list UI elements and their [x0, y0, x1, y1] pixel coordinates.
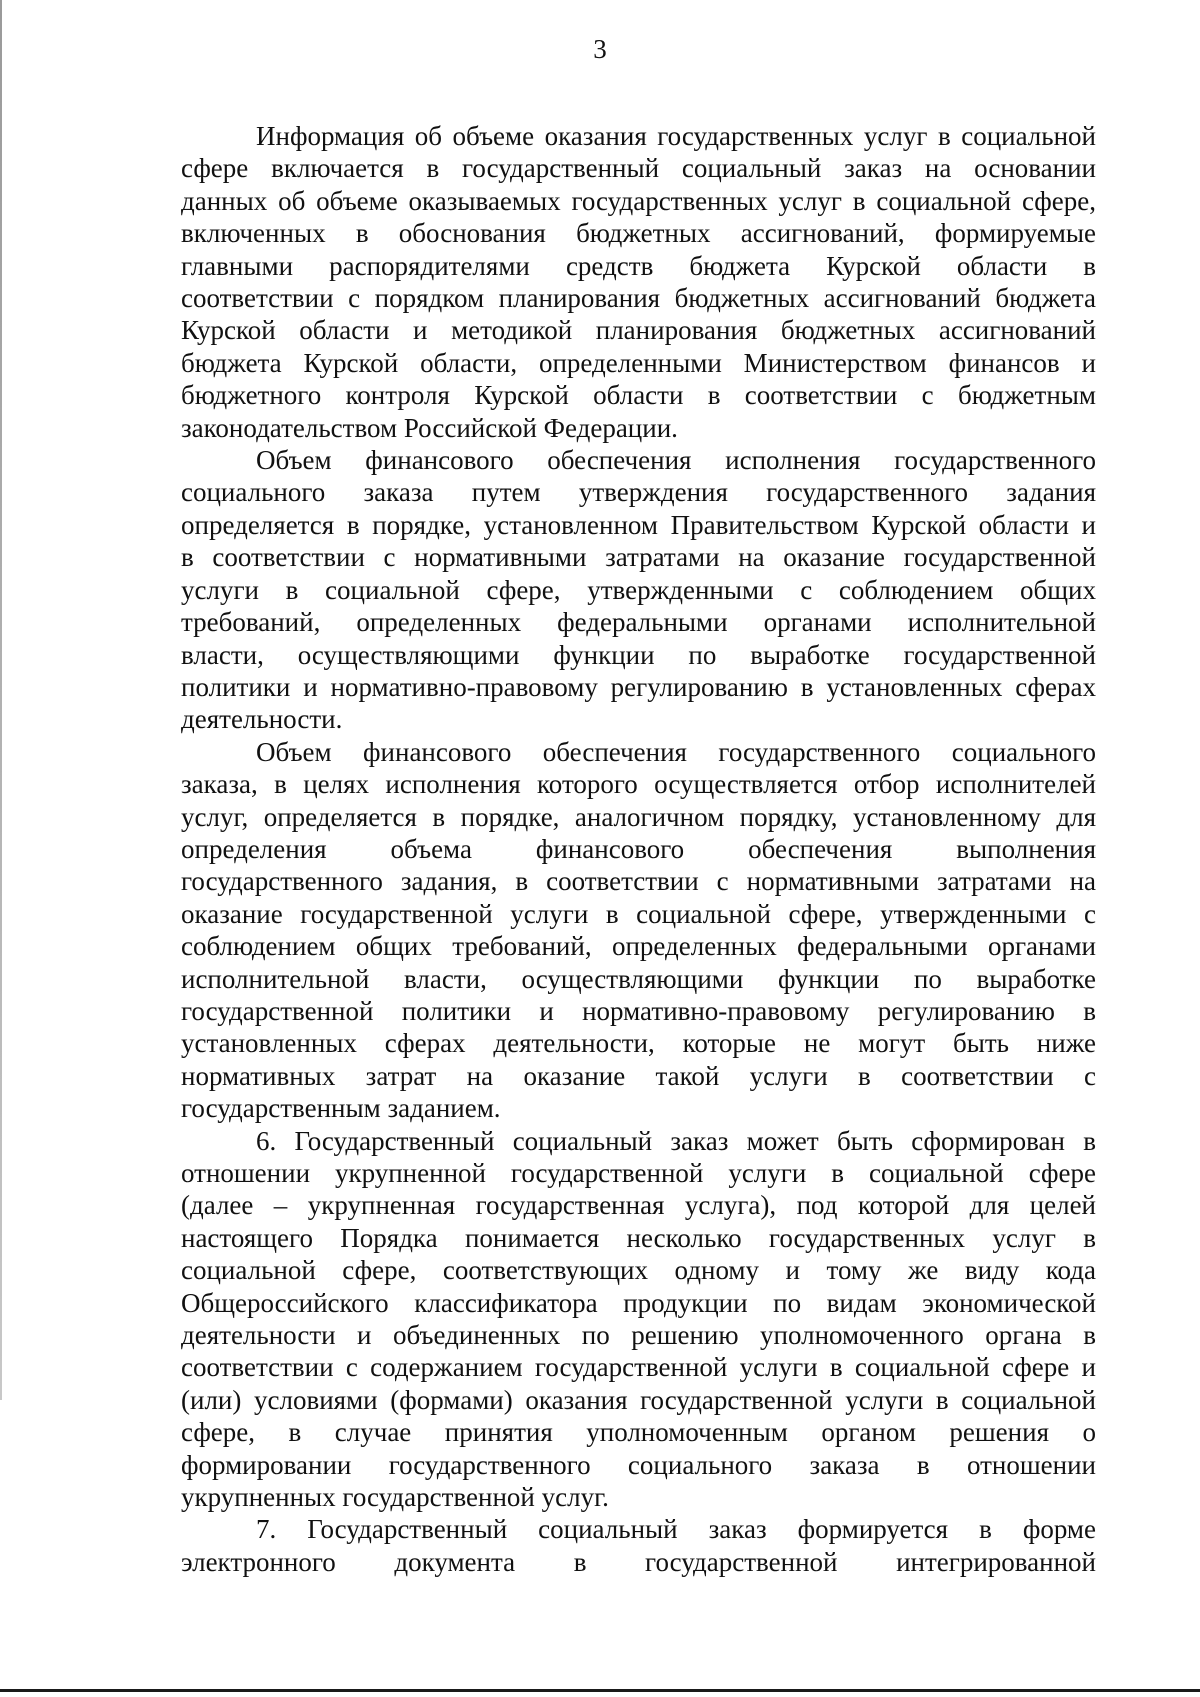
text-line: соответствии с порядком планирования бюджетных ассигнований бюджета — [181, 283, 1096, 314]
text-line: формировании государственного социального заказа в отношении — [181, 1449, 1096, 1480]
text-line: укрупненных государственной услуг. — [181, 1482, 609, 1513]
body-text — [181, 120, 1096, 1578]
text-line: государственным заданием. — [181, 1093, 501, 1124]
text-line: электронного документа в государственной интегрированной — [181, 1546, 1096, 1577]
text-line: (или) условиями (формами) оказания государственной услуги в социальной — [181, 1384, 1096, 1415]
text-line: услуг, определяется в порядке, аналогичном порядку, установленному для — [181, 801, 1096, 832]
text-line: 7. Государственный социальный заказ формируется в форме — [256, 1514, 1096, 1545]
text-line: определяется в порядке, установленном Правительством Курской области и — [181, 509, 1096, 540]
bottom-rule — [0, 1689, 1200, 1692]
text-line: Объем финансового обеспечения государственного социального — [256, 736, 1096, 767]
text-line: (далее – укрупненная государственная услуга), под которой для целей — [181, 1190, 1096, 1221]
text-line: деятельности. — [181, 704, 343, 735]
text-line: власти, осуществляющими функции по выработке государственной — [181, 639, 1096, 670]
text-line: заказа, в целях исполнения которого осуществляется отбор исполнителей — [181, 769, 1096, 800]
paragraph — [181, 444, 1096, 736]
text-line: главными распорядителями средств бюджета Курской области в — [181, 250, 1096, 281]
paragraph — [181, 1513, 1096, 1578]
paragraph — [181, 120, 1096, 444]
text-line: исполнительной власти, осуществляющими функции по выработке — [181, 963, 1096, 994]
text-line: социального заказа путем утверждения государственного задания — [181, 477, 1096, 508]
text-line: государственного задания, в соответствии с нормативными затратами на — [181, 866, 1096, 897]
text-line: 6. Государственный социальный заказ может быть сформирован в — [256, 1125, 1096, 1156]
text-line: социальной сфере, соответствующих одному и тому же виду кода — [181, 1255, 1096, 1286]
text-line: государственной политики и нормативно-правовому регулированию в — [181, 995, 1096, 1026]
text-line: Информация об объеме оказания государственных услуг в социальной — [256, 121, 1096, 151]
text-line: установленных сферах деятельности, которые не могут быть ниже — [181, 1028, 1096, 1059]
text-line: сфере включается в государственный социальный заказ на основании — [181, 153, 1096, 184]
text-line: соблюдением общих требований, определенных федеральными органами — [181, 931, 1096, 962]
page-number: 3 — [593, 34, 607, 64]
paragraph — [181, 736, 1096, 1125]
text-line: политики и нормативно-правовому регулированию в установленных сферах — [181, 671, 1096, 702]
text-line: законодательством Российской Федерации. — [181, 412, 678, 443]
text-line: Общероссийского классификатора продукции по видам экономической — [181, 1287, 1096, 1318]
text-line: нормативных затрат на оказание такой услуги в соответствии с — [181, 1060, 1096, 1091]
text-line: услуги в социальной сфере, утвержденными с соблюдением общих — [181, 574, 1096, 605]
text-line: Объем финансового обеспечения исполнения государственного — [256, 445, 1096, 476]
text-line: бюджета Курской области, определенными Министерством финансов и — [181, 347, 1096, 378]
paragraph — [181, 1125, 1096, 1514]
text-line: Курской области и методикой планирования бюджетных ассигнований — [181, 315, 1096, 346]
text-line: данных об объеме оказываемых государственных услуг в социальной сфере, — [181, 185, 1096, 216]
text-line: сфере, в случае принятия уполномоченным органом решения о — [181, 1417, 1096, 1448]
text-line: бюджетного контроля Курской области в соответствии с бюджетным — [181, 380, 1096, 411]
text-line: в соответствии с нормативными затратами на оказание государственной — [181, 542, 1096, 573]
text-line: требований, определенных федеральными органами исполнительной — [181, 607, 1096, 638]
text-line: оказание государственной услуги в социальной сфере, утвержденными с — [181, 898, 1096, 929]
text-line: настоящего Порядка понимается несколько государственных услуг в — [181, 1222, 1096, 1253]
text-line: отношении укрупненной государственной услуги в социальной сфере — [181, 1158, 1096, 1188]
scan-edge-shadow — [0, 0, 2, 1400]
text-line: соответствии с содержанием государственной услуги в социальной сфере и — [181, 1352, 1096, 1383]
text-line: определения объема финансового обеспечения выполнения — [181, 833, 1096, 864]
text-line: деятельности и объединенных по решению уполномоченного органа в — [181, 1320, 1096, 1351]
text-line: включенных в обоснования бюджетных ассигнований, формируемые — [181, 218, 1096, 249]
